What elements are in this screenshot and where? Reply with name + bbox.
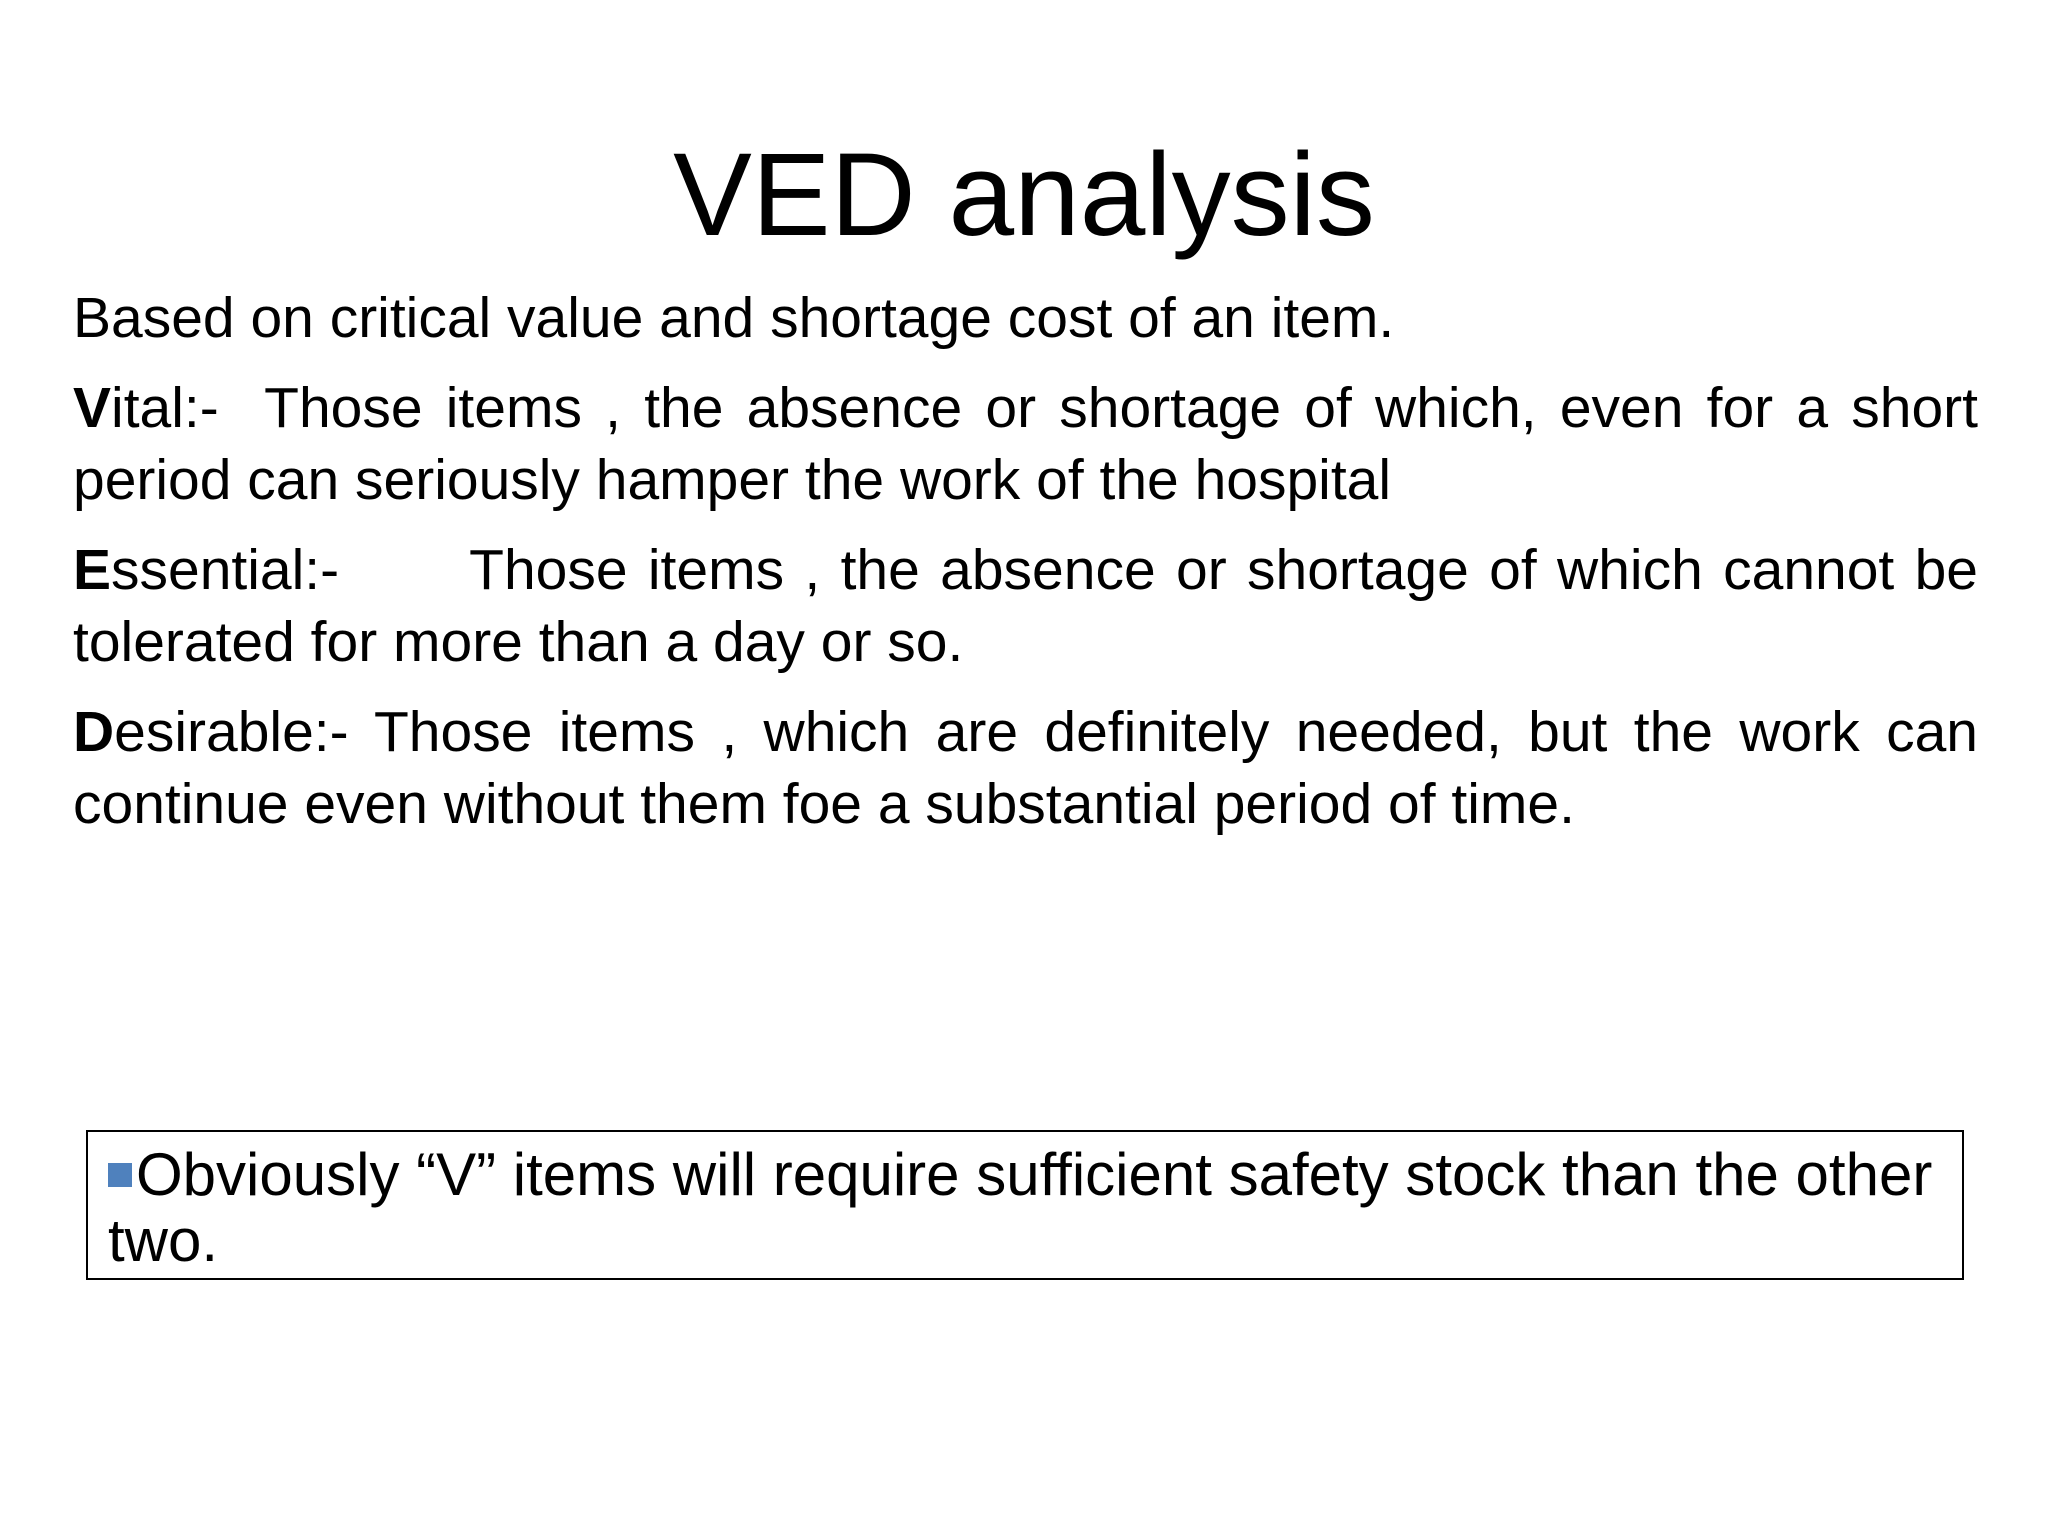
vital-definition bbox=[73, 372, 1978, 516]
essential-definition bbox=[73, 534, 1978, 678]
desirable-definition bbox=[73, 696, 1978, 840]
vital-term: ital:- bbox=[111, 376, 219, 440]
vital-description: Those items , the absence or shortage of which, even for a short period can seriously hamper the work of the hospital bbox=[73, 376, 1978, 512]
note-box bbox=[86, 1130, 1964, 1280]
vital-initial: V bbox=[73, 376, 112, 440]
desirable-initial: D bbox=[73, 700, 115, 764]
essential-description: Those items , the absence or shortage of which cannot be tolerated for more than a day or so. bbox=[73, 538, 1978, 674]
slide-title: VED analysis bbox=[673, 129, 1375, 261]
note-text: Obviously “V” items will require sufficient safety stock than the other two. bbox=[108, 1141, 1933, 1274]
essential-initial: E bbox=[73, 538, 112, 602]
square-bullet-icon bbox=[108, 1163, 132, 1187]
desirable-description: Those items , which are definitely needed, but the work can continue even without them foe a substantial period of time. bbox=[73, 700, 1978, 836]
intro-text: Based on critical value and shortage cost of an item. bbox=[73, 286, 1395, 350]
essential-term: ssential:- bbox=[111, 538, 340, 602]
slide-body bbox=[73, 282, 1978, 858]
desirable-term: esirable:- bbox=[114, 700, 349, 764]
